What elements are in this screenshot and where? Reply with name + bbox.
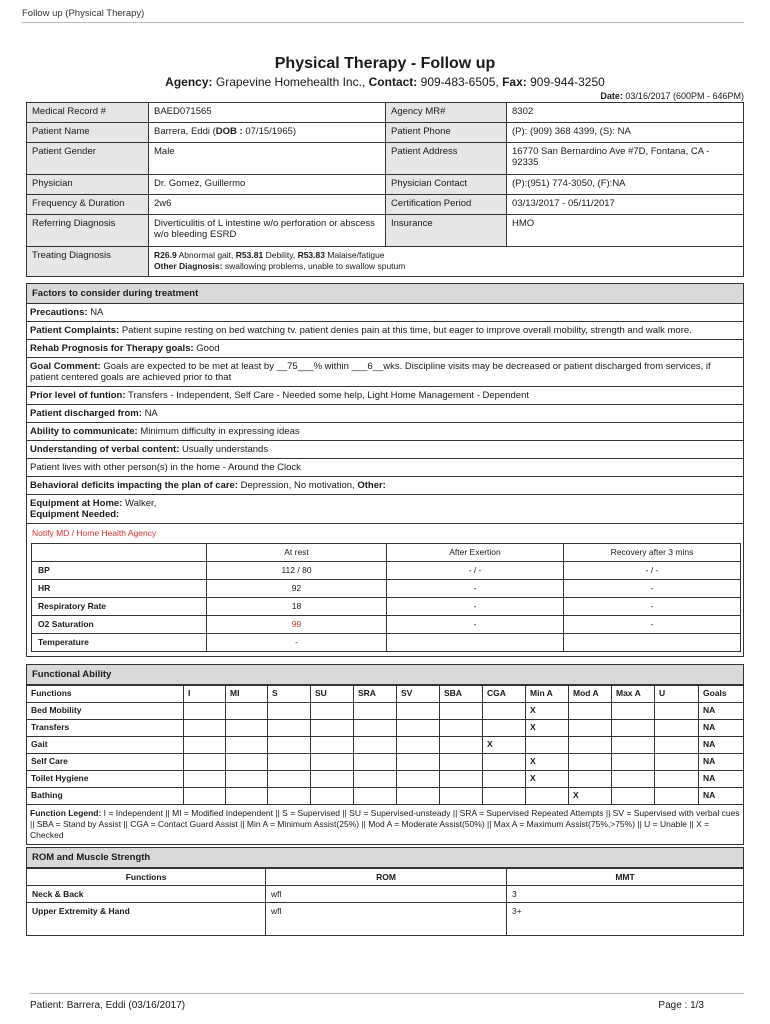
functional-empty-cell	[354, 788, 397, 805]
gender-label: Patient Gender	[27, 143, 149, 175]
functional-ability-heading: Functional Ability	[26, 664, 744, 685]
functional-empty-cell	[569, 703, 612, 720]
functional-check-mark: X	[526, 703, 569, 720]
functional-empty-cell	[397, 771, 440, 788]
functional-empty-cell	[655, 771, 699, 788]
patient-phone-value: (P): (909) 368 4399, (S): NA	[507, 123, 744, 143]
functional-row	[27, 703, 744, 720]
vitals-header-rest: At rest	[207, 544, 387, 562]
patient-name: Barrera, Eddi	[154, 126, 210, 137]
func-col-header: SBA	[440, 686, 483, 703]
agency-value: Grapevine Homehealth Inc.,	[215, 75, 366, 89]
dx-text-1: Abnormal gait,	[178, 250, 234, 260]
functional-empty-cell	[440, 754, 483, 771]
functional-goal: NA	[699, 720, 744, 737]
discharged-value: NA	[144, 408, 158, 419]
functional-empty-cell	[483, 754, 526, 771]
functional-empty-cell	[612, 737, 655, 754]
vitals-recovery: - / -	[564, 562, 741, 580]
functional-empty-cell	[354, 754, 397, 771]
communicate-row	[27, 422, 743, 440]
func-col-header: SV	[397, 686, 440, 703]
patient-info-section	[26, 102, 744, 277]
page-title: Physical Therapy - Follow up	[274, 55, 496, 72]
functional-check-mark: X	[526, 771, 569, 788]
functional-empty-cell	[569, 737, 612, 754]
factors-section	[26, 283, 744, 657]
equipment-home-value: Walker,	[125, 498, 157, 509]
factors-heading: Factors to consider during treatment	[27, 284, 743, 303]
functional-empty-cell	[311, 771, 354, 788]
verbal-row	[27, 440, 743, 458]
functional-empty-cell	[184, 737, 226, 754]
functional-empty-cell	[440, 771, 483, 788]
functional-empty-cell	[268, 720, 311, 737]
functional-check-mark: X	[569, 788, 612, 805]
dx-code-2: R53.81	[235, 250, 264, 260]
date-label: Date:	[600, 91, 623, 101]
functional-empty-cell	[311, 737, 354, 754]
func-col-header: SU	[311, 686, 354, 703]
functional-empty-cell	[483, 788, 526, 805]
rom-function: Neck & Back	[27, 886, 266, 903]
functional-empty-cell	[226, 720, 268, 737]
rom-col-functions: Functions	[27, 869, 266, 886]
vitals-label: HR	[32, 580, 207, 598]
vitals-rest: 18	[207, 598, 387, 616]
dob-label: DOB :	[215, 126, 243, 137]
functional-empty-cell	[268, 754, 311, 771]
vitals-exertion	[387, 634, 564, 652]
function-legend-label: Function Legend:	[30, 808, 102, 818]
functional-empty-cell	[655, 703, 699, 720]
functional-ability-table	[26, 685, 744, 805]
func-col-header: Goals	[699, 686, 744, 703]
treating-diagnosis-value	[149, 247, 744, 277]
functional-empty-cell	[354, 703, 397, 720]
functional-row	[27, 737, 744, 754]
discharged-row	[27, 404, 743, 422]
functional-empty-cell	[226, 754, 268, 771]
precautions-row	[27, 303, 743, 321]
fax-label: Fax:	[502, 75, 527, 89]
rom-row-neck	[27, 886, 744, 903]
dob-value: 07/15/1965	[245, 126, 293, 137]
visit-date	[600, 91, 744, 101]
functional-goal: NA	[699, 771, 744, 788]
rom-heading: ROM and Muscle Strength	[26, 847, 744, 868]
functional-empty-cell	[226, 788, 268, 805]
rom-function: Upper Extremity & Hand	[27, 903, 266, 936]
func-col-header: SRA	[354, 686, 397, 703]
goal-row	[27, 357, 743, 386]
vitals-exertion: -	[387, 580, 564, 598]
functional-empty-cell	[440, 788, 483, 805]
functional-empty-cell	[569, 771, 612, 788]
agency-label: Agency:	[165, 75, 213, 89]
vitals-corner	[32, 544, 207, 562]
func-col-header: I	[184, 686, 226, 703]
functional-row	[27, 720, 744, 737]
complaints-value: Patient supine resting on bed watching tv. patient denies pain at this time, but eager to improve overall mobility, strength and walk more.	[121, 325, 692, 336]
vitals-rest: 99	[207, 616, 387, 634]
functional-empty-cell	[440, 720, 483, 737]
dx-text-3: Malaise/fatigue	[327, 250, 385, 260]
functional-empty-cell	[655, 754, 699, 771]
treating-diagnosis-label: Treating Diagnosis	[27, 247, 149, 277]
functional-empty-cell	[397, 720, 440, 737]
vitals-label: Temperature	[32, 634, 207, 652]
functional-empty-cell	[612, 754, 655, 771]
functional-row	[27, 754, 744, 771]
functional-empty-cell	[612, 788, 655, 805]
functional-goal: NA	[699, 788, 744, 805]
functional-name: Toilet Hygiene	[27, 771, 184, 788]
complaints-label: Patient Complaints:	[30, 325, 120, 336]
functional-check-mark: X	[483, 737, 526, 754]
functional-empty-cell	[311, 788, 354, 805]
vitals-label: BP	[32, 562, 207, 580]
vitals-label: Respiratory Rate	[32, 598, 207, 616]
functional-goal: NA	[699, 737, 744, 754]
agency-mr-value: 8302	[507, 103, 744, 123]
prognosis-row	[27, 339, 743, 357]
functional-empty-cell	[483, 771, 526, 788]
functional-empty-cell	[397, 703, 440, 720]
functional-empty-cell	[354, 737, 397, 754]
rom-row-upper-extremity	[27, 903, 744, 936]
physician-value: Dr. Gomez, Guillermo	[149, 175, 386, 195]
vitals-exertion: -	[387, 616, 564, 634]
vitals-rest: 112 / 80	[207, 562, 387, 580]
functional-empty-cell	[397, 737, 440, 754]
patient-name-label: Patient Name	[27, 123, 149, 143]
prior-function-value: Transfers - Independent, Self Care - Needed some help, Light Home Management - Dependent	[128, 390, 529, 401]
behavioral-value: Depression, No motivation,	[240, 480, 355, 491]
functional-goal: NA	[699, 703, 744, 720]
functional-name: Bed Mobility	[27, 703, 184, 720]
fax-value: 909-944-3250	[530, 75, 605, 89]
vitals-rest: 92	[207, 580, 387, 598]
discharged-label: Patient discharged from:	[30, 408, 142, 419]
functional-empty-cell	[226, 737, 268, 754]
func-col-header: Min A	[526, 686, 569, 703]
dx-text-2: Debility,	[265, 250, 296, 260]
precautions-value: NA	[90, 307, 104, 318]
func-col-header: S	[268, 686, 311, 703]
vitals-row-temperature	[32, 634, 741, 652]
functional-empty-cell	[612, 703, 655, 720]
equipment-row	[27, 494, 743, 523]
patient-info-table	[26, 102, 744, 277]
lives-with-row	[27, 458, 743, 476]
rom-header-row	[27, 869, 744, 886]
mmt-value: 3	[507, 886, 744, 903]
prognosis-label: Rehab Prognosis for Therapy goals:	[30, 343, 194, 354]
functional-check-mark: X	[526, 720, 569, 737]
agency-mr-label: Agency MR#	[386, 103, 507, 123]
equipment-home-label: Equipment at Home:	[30, 498, 123, 509]
functional-empty-cell	[268, 737, 311, 754]
complaints-row	[27, 321, 743, 339]
functional-goal: NA	[699, 754, 744, 771]
functional-row	[27, 788, 744, 805]
functional-check-mark: X	[526, 754, 569, 771]
agency-line	[0, 75, 770, 89]
functional-name: Bathing	[27, 788, 184, 805]
functional-empty-cell	[311, 754, 354, 771]
vitals-row-o2	[32, 616, 741, 634]
behavioral-label: Behavioral deficits impacting the plan of care:	[30, 480, 238, 491]
physician-label: Physician	[27, 175, 149, 195]
contact-value: 909-483-6505,	[420, 75, 499, 89]
vitals-recovery: -	[564, 598, 741, 616]
vitals-exertion: - / -	[387, 562, 564, 580]
functional-empty-cell	[311, 720, 354, 737]
functional-empty-cell	[268, 703, 311, 720]
prior-function-label: Prior level of funtion:	[30, 390, 126, 401]
behavioral-other-label: Other:	[357, 480, 386, 491]
functional-name: Transfers	[27, 720, 184, 737]
functional-empty-cell	[311, 703, 354, 720]
vitals-recovery: -	[564, 580, 741, 598]
footer-divider	[30, 993, 744, 994]
functional-empty-cell	[655, 737, 699, 754]
functional-empty-cell	[526, 788, 569, 805]
functional-empty-cell	[655, 720, 699, 737]
vitals-row-bp	[32, 562, 741, 580]
communicate-label: Ability to communicate:	[30, 426, 138, 437]
func-col-header: CGA	[483, 686, 526, 703]
verbal-value: Usually understands	[182, 444, 269, 455]
functional-empty-cell	[440, 703, 483, 720]
prior-function-row	[27, 386, 743, 404]
functional-ability-section	[26, 664, 744, 845]
functional-empty-cell	[268, 788, 311, 805]
functional-name: Self Care	[27, 754, 184, 771]
functional-empty-cell	[526, 737, 569, 754]
functional-empty-cell	[612, 771, 655, 788]
other-diagnosis-label: Other Diagnosis:	[154, 261, 223, 271]
notify-md-label: Notify MD / Home Health Agency	[32, 528, 157, 538]
rom-value: wfl	[266, 886, 507, 903]
physician-contact-value: (P):(951) 774-3050, (F):NA	[507, 175, 744, 195]
functional-empty-cell	[397, 754, 440, 771]
func-col-header: Functions	[27, 686, 184, 703]
medical-record-value: BAED071565	[149, 103, 386, 123]
gender-value: Male	[149, 143, 386, 175]
functional-empty-cell	[483, 720, 526, 737]
frequency-value: 2w6	[149, 195, 386, 215]
physician-contact-label: Physician Contact	[386, 175, 507, 195]
functional-row	[27, 771, 744, 788]
footer-patient: Patient: Barrera, Eddi (03/16/2017)	[30, 1000, 186, 1011]
functional-empty-cell	[569, 720, 612, 737]
functional-empty-cell	[483, 703, 526, 720]
rom-col-mmt: MMT	[507, 869, 744, 886]
func-col-header: Max A	[612, 686, 655, 703]
functional-name: Gait	[27, 737, 184, 754]
dx-code-3: R53.83	[297, 250, 325, 260]
rom-value: wfl	[266, 903, 507, 936]
verbal-label: Understanding of verbal content:	[30, 444, 180, 455]
functional-empty-cell	[226, 703, 268, 720]
document-header-label: Follow up (Physical Therapy)	[22, 8, 145, 19]
behavioral-row	[27, 476, 743, 494]
certification-value: 03/13/2017 - 05/11/2017	[507, 195, 744, 215]
function-legend	[26, 805, 744, 845]
address-value: 16770 San Bernardino Ave #7D, Fontana, CA - 92335	[507, 143, 744, 175]
func-col-header: Mod A	[569, 686, 612, 703]
functional-empty-cell	[184, 720, 226, 737]
functional-empty-cell	[397, 788, 440, 805]
goal-label: Goal Comment:	[30, 361, 101, 372]
functional-empty-cell	[226, 771, 268, 788]
insurance-value: HMO	[507, 215, 744, 247]
functional-empty-cell	[184, 788, 226, 805]
func-col-header: U	[655, 686, 699, 703]
frequency-label: Frequency & Duration	[27, 195, 149, 215]
dx-code-1: R26.9	[154, 250, 177, 260]
rom-table	[26, 868, 744, 936]
vitals-rest: -	[207, 634, 387, 652]
equipment-needed-label: Equipment Needed:	[30, 509, 120, 520]
functional-empty-cell	[612, 720, 655, 737]
function-legend-text: I = Independent || MI = Modified Independent || S = Supervised || SU = Supervised-unsteady || SRA = Supervised Repeated Attempts || SV = Supervised with verbal cues || SBA = Stand by Assist || CGA = Contact Guard Assist || Min A = Minimum Assist(25%) || Mod A = Moderate Assist(50%) || Max A = Maximum Assist(75%,>75%) || U = Unable || X = Checked	[30, 808, 740, 840]
mmt-value: 3+	[507, 903, 744, 936]
referring-diagnosis-label: Referring Diagnosis	[27, 215, 149, 247]
functional-empty-cell	[184, 754, 226, 771]
lives-with-value: Patient lives with other person(s) in the home - Around the Clock	[30, 462, 301, 473]
vitals-header-exertion: After Exertion	[387, 544, 564, 562]
functional-empty-cell	[354, 720, 397, 737]
referring-diagnosis-value: Diverticulitis of L intestine w/o perforation or abscess w/o bleeding ESRD	[149, 215, 386, 247]
patient-name-value: Barrera, Eddi (DOB : 07/15/1965)	[149, 123, 386, 143]
rom-section	[26, 847, 744, 936]
certification-label: Certification Period	[386, 195, 507, 215]
rom-col-rom: ROM	[266, 869, 507, 886]
vitals-row-hr	[32, 580, 741, 598]
insurance-label: Insurance	[386, 215, 507, 247]
vitals-label: O2 Saturation	[32, 616, 207, 634]
vitals-row-respiratory	[32, 598, 741, 616]
vitals-recovery: -	[564, 616, 741, 634]
vitals-exertion: -	[387, 598, 564, 616]
address-label: Patient Address	[386, 143, 507, 175]
date-value: 03/16/2017 (600PM - 646PM)	[625, 91, 744, 101]
functional-empty-cell	[268, 771, 311, 788]
vitals-table	[31, 543, 741, 652]
medical-record-label: Medical Record #	[27, 103, 149, 123]
precautions-label: Precautions:	[30, 307, 88, 318]
functional-empty-cell	[354, 771, 397, 788]
vitals-block	[27, 523, 743, 656]
functional-empty-cell	[440, 737, 483, 754]
functional-empty-cell	[184, 771, 226, 788]
communicate-value: Minimum difficulty in expressing ideas	[140, 426, 300, 437]
vitals-header-recovery: Recovery after 3 mins	[564, 544, 741, 562]
header-divider	[22, 22, 744, 23]
contact-label: Contact:	[368, 75, 418, 89]
functional-empty-cell	[569, 754, 612, 771]
functional-header-row	[27, 686, 744, 703]
functional-rows	[27, 703, 744, 805]
vitals-recovery	[564, 634, 741, 652]
patient-phone-label: Patient Phone	[386, 123, 507, 143]
functional-empty-cell	[184, 703, 226, 720]
functional-empty-cell	[655, 788, 699, 805]
func-col-header: MI	[226, 686, 268, 703]
footer-page-number: Page : 1/3	[658, 1000, 704, 1011]
goal-value: Goals are expected to be met at least by __75___% within ___6__wks. Discipline visits may be decreased or patient discharged from services, if patient centered goals are achieved prior to that	[30, 361, 711, 383]
other-diagnosis-value: swallowing problems, unable to swallow sputum	[224, 261, 406, 271]
prognosis-value: Good	[196, 343, 220, 354]
